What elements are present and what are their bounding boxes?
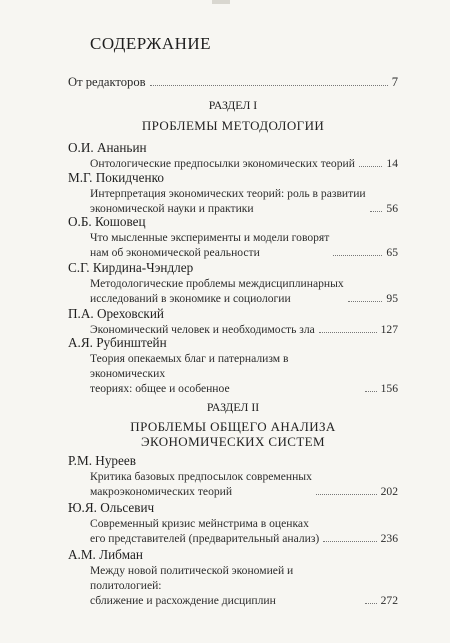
toc-entry: [68, 214, 398, 260]
page-number: 156: [380, 382, 398, 395]
section-heading-1: [68, 98, 398, 133]
page-number: 236: [380, 532, 398, 545]
page-number: 127: [380, 323, 398, 336]
entry-title: Интерпретация экономических теорий: роль в развитии экономической науки и практики: [90, 187, 366, 215]
section-name-line2: ЭКОНОМИЧЕСКИХ СИСТЕМ: [141, 434, 325, 449]
section-name: ПРОБЛЕМЫ МЕТОДОЛОГИИ: [141, 118, 325, 133]
toc-entry: [68, 547, 398, 608]
page-number: 56: [386, 202, 398, 215]
toc-entry: [68, 306, 398, 337]
toc-entry: [68, 260, 398, 306]
entry-work: [90, 469, 398, 499]
leader-dots: [348, 301, 383, 302]
toc-entry: [68, 140, 398, 171]
entry-author: А.Я. Рубинштейн: [68, 335, 167, 350]
leader-dots: [359, 166, 382, 167]
entry-author: О.Б. Кошовец: [68, 214, 146, 229]
page-number: 272: [380, 594, 398, 607]
toc-entry: [68, 453, 398, 499]
leader-dots: [365, 391, 377, 392]
toc-entry-preface: [68, 75, 398, 90]
entry-author: С.Г. Кирдина-Чэндлер: [68, 260, 194, 275]
entry-work: [90, 230, 398, 260]
section-name-line1: ПРОБЛЕМЫ ОБЩЕГО АНАЛИЗА: [130, 419, 336, 434]
section-heading-2: [68, 400, 398, 449]
leader-dots: [316, 494, 377, 495]
page-title: СОДЕРЖАНИЕ: [90, 34, 212, 53]
toc-entry: [68, 500, 398, 546]
entry-author: А.М. Либман: [68, 547, 143, 562]
toc-entry: [68, 170, 398, 216]
page-number: 202: [380, 485, 398, 498]
leader-dots: [323, 541, 376, 542]
toc-entry: [68, 335, 398, 396]
entry-title: Теория опекаемых благ и патернализм в экономических теориях: общее и особенное: [90, 352, 289, 395]
entry-title: Между новой политической экономией и политологией: сближение и расхождение дисциплин: [90, 564, 294, 607]
entry-author: Р.М. Нуреев: [68, 453, 136, 468]
entry-author: М.Г. Покидченко: [68, 170, 164, 185]
entry-author: О.И. Ананьин: [68, 140, 147, 155]
entry-work: [90, 186, 398, 216]
entry-title: Экономический человек и необходимость зла: [90, 323, 315, 336]
page-edge-mark: [212, 0, 230, 4]
entry-title: От редакторов: [68, 75, 146, 89]
entry-author: Ю.Я. Ольсевич: [68, 500, 155, 515]
entry-title: Критика базовых предпосылок современных макроэкономических теорий: [90, 470, 312, 498]
section-label: РАЗДЕЛ I: [208, 98, 258, 112]
entry-work: [90, 563, 398, 608]
section-label: РАЗДЕЛ II: [206, 400, 260, 414]
page-number: 95: [386, 292, 398, 305]
entry-author: П.А. Ореховский: [68, 306, 164, 321]
entry-work: [90, 156, 398, 171]
leader-dots: [319, 332, 377, 333]
page-number: 7: [391, 75, 398, 89]
entry-work: [90, 351, 398, 396]
page-number: 14: [386, 157, 398, 170]
leader-dots: [333, 255, 382, 256]
leader-dots: [365, 603, 377, 604]
leader-dots: [370, 211, 383, 212]
entry-work: [90, 516, 398, 546]
entry-title: Что мысленные эксперименты и модели говорят нам об экономической реальности: [90, 231, 330, 259]
entry-title: Онтологические предпосылки экономических теорий: [90, 157, 355, 170]
entry-title: Современный кризис мейнстрима в оценках его представителей (предварительный анализ): [90, 517, 320, 545]
entry-work: [90, 276, 398, 306]
page-number: 65: [386, 246, 398, 259]
entry-title: Методологические проблемы междисциплинарных исследований в экономике и социологии: [90, 277, 344, 305]
leader-dots: [150, 85, 388, 86]
